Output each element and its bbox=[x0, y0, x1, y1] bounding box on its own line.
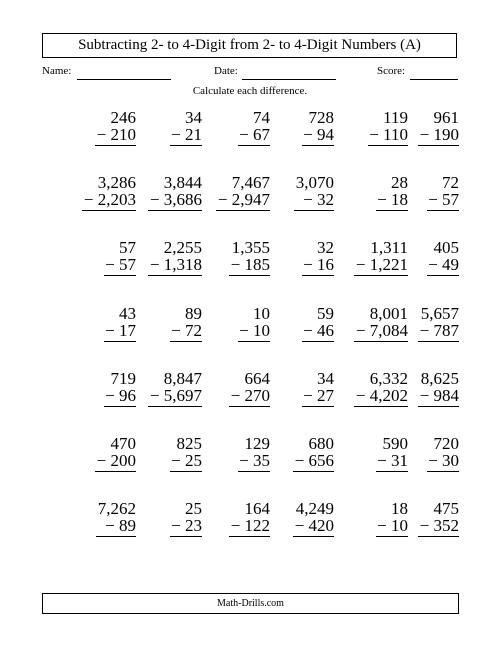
minuend: 3,844 bbox=[163, 173, 202, 192]
subtrahend: − 3,686 bbox=[149, 190, 202, 209]
subtrahend: − 2,947 bbox=[217, 190, 270, 209]
subtrahend: − 46 bbox=[303, 321, 334, 340]
answer-rule bbox=[170, 471, 202, 472]
minuend: 475 bbox=[433, 499, 459, 518]
subtrahend: − 185 bbox=[230, 255, 270, 274]
subtraction-problem bbox=[132, 370, 202, 430]
subtraction-problem bbox=[264, 435, 334, 495]
answer-rule bbox=[302, 145, 334, 146]
minuend: 1,355 bbox=[231, 238, 270, 257]
minuend: 719 bbox=[110, 369, 136, 388]
subtrahend: − 4,202 bbox=[355, 386, 408, 405]
subtrahend: − 72 bbox=[171, 321, 202, 340]
minuend: 5,657 bbox=[420, 304, 459, 323]
answer-rule bbox=[302, 341, 334, 342]
subtraction-problem bbox=[389, 435, 459, 495]
footer-text: Math-Drills.com bbox=[217, 598, 284, 609]
subtrahend: − 656 bbox=[294, 451, 334, 470]
minuend: 34 bbox=[317, 369, 334, 388]
subtrahend: − 67 bbox=[239, 125, 270, 144]
subtrahend: − 1,318 bbox=[149, 255, 202, 274]
minuend: 825 bbox=[176, 434, 202, 453]
minuend: 4,249 bbox=[295, 499, 334, 518]
subtrahend: − 18 bbox=[377, 190, 408, 209]
answer-rule bbox=[82, 210, 136, 211]
name-line[interactable] bbox=[77, 79, 171, 80]
subtraction-problem bbox=[132, 239, 202, 299]
subtraction-problem bbox=[264, 109, 334, 169]
answer-rule bbox=[293, 536, 334, 537]
subtrahend: − 27 bbox=[303, 386, 334, 405]
answer-rule bbox=[95, 471, 136, 472]
answer-rule bbox=[418, 406, 459, 407]
subtrahend: − 110 bbox=[369, 125, 408, 144]
subtraction-problem bbox=[132, 109, 202, 169]
score-field bbox=[377, 65, 405, 77]
subtrahend: − 35 bbox=[239, 451, 270, 470]
answer-rule bbox=[148, 275, 202, 276]
answer-rule bbox=[427, 275, 459, 276]
score-line[interactable] bbox=[410, 79, 458, 80]
problem-row bbox=[42, 500, 459, 560]
problem-row bbox=[42, 109, 459, 169]
subtraction-problem bbox=[389, 500, 459, 560]
subtrahend: − 31 bbox=[377, 451, 408, 470]
subtraction-problem bbox=[389, 174, 459, 234]
minuend: 680 bbox=[308, 434, 334, 453]
minuend: 8,625 bbox=[420, 369, 459, 388]
subtrahend: − 270 bbox=[230, 386, 270, 405]
problem-row bbox=[42, 370, 459, 430]
subtraction-problem bbox=[264, 370, 334, 430]
subtraction-problem bbox=[66, 435, 136, 495]
minuend: 2,255 bbox=[163, 238, 202, 257]
subtrahend: − 17 bbox=[105, 321, 136, 340]
answer-rule bbox=[418, 536, 459, 537]
score-label: Score: bbox=[377, 65, 406, 77]
minuend: 28 bbox=[391, 173, 408, 192]
subtrahend: − 16 bbox=[303, 255, 334, 274]
answer-rule bbox=[302, 275, 334, 276]
subtrahend: − 2,203 bbox=[83, 190, 136, 209]
answer-rule bbox=[427, 471, 459, 472]
subtraction-problem bbox=[66, 109, 136, 169]
subtrahend: − 190 bbox=[419, 125, 459, 144]
minuend: 7,262 bbox=[97, 499, 136, 518]
date-label: Date: bbox=[214, 65, 238, 77]
subtrahend: − 1,221 bbox=[355, 255, 408, 274]
minuend: 3,286 bbox=[97, 173, 136, 192]
subtrahend: − 89 bbox=[105, 516, 136, 535]
subtrahend: − 49 bbox=[428, 255, 459, 274]
name-field bbox=[42, 65, 71, 77]
subtrahend: − 210 bbox=[96, 125, 136, 144]
subtraction-problem bbox=[200, 109, 270, 169]
subtrahend: − 57 bbox=[105, 255, 136, 274]
subtraction-problem bbox=[132, 435, 202, 495]
minuend: 59 bbox=[317, 304, 334, 323]
minuend: 32 bbox=[317, 238, 334, 257]
minuend: 590 bbox=[382, 434, 408, 453]
subtrahend: − 5,697 bbox=[149, 386, 202, 405]
subtraction-problem bbox=[389, 305, 459, 365]
subtrahend: − 94 bbox=[303, 125, 334, 144]
worksheet-title-box bbox=[42, 33, 457, 58]
answer-rule bbox=[216, 210, 270, 211]
minuend: 1,311 bbox=[370, 238, 408, 257]
minuend: 246 bbox=[110, 108, 136, 127]
minuend: 74 bbox=[253, 108, 270, 127]
subtraction-problem bbox=[264, 239, 334, 299]
subtraction-problem bbox=[200, 305, 270, 365]
minuend: 8,001 bbox=[369, 304, 408, 323]
answer-rule bbox=[418, 341, 459, 342]
subtraction-problem bbox=[389, 239, 459, 299]
subtraction-problem bbox=[200, 435, 270, 495]
answer-rule bbox=[418, 145, 459, 146]
subtrahend: − 30 bbox=[428, 451, 459, 470]
subtrahend: − 10 bbox=[377, 516, 408, 535]
minuend: 57 bbox=[119, 238, 136, 257]
subtraction-problem bbox=[389, 370, 459, 430]
subtraction-problem bbox=[132, 500, 202, 560]
subtraction-problem bbox=[132, 174, 202, 234]
subtrahend: − 122 bbox=[230, 516, 270, 535]
problem-row bbox=[42, 435, 459, 495]
subtrahend: − 96 bbox=[105, 386, 136, 405]
subtraction-problem bbox=[66, 500, 136, 560]
subtraction-problem bbox=[200, 174, 270, 234]
subtrahend: − 7,084 bbox=[355, 321, 408, 340]
answer-rule bbox=[302, 406, 334, 407]
answer-rule bbox=[170, 536, 202, 537]
minuend: 720 bbox=[433, 434, 459, 453]
answer-rule bbox=[95, 145, 136, 146]
minuend: 25 bbox=[185, 499, 202, 518]
subtrahend: − 420 bbox=[294, 516, 334, 535]
instructions: Calculate each difference. bbox=[192, 85, 308, 97]
subtraction-problem bbox=[200, 239, 270, 299]
answer-rule bbox=[170, 145, 202, 146]
answer-rule bbox=[293, 471, 334, 472]
minuend: 6,332 bbox=[369, 369, 408, 388]
answer-rule bbox=[148, 406, 202, 407]
date-line[interactable] bbox=[242, 79, 336, 80]
date-field bbox=[214, 65, 238, 77]
subtrahend: − 57 bbox=[428, 190, 459, 209]
minuend: 7,467 bbox=[231, 173, 270, 192]
answer-rule bbox=[294, 210, 334, 211]
subtrahend: − 352 bbox=[419, 516, 459, 535]
subtraction-problem bbox=[66, 305, 136, 365]
subtraction-problem bbox=[264, 500, 334, 560]
subtrahend: − 787 bbox=[419, 321, 459, 340]
minuend: 8,847 bbox=[163, 369, 202, 388]
subtraction-problem bbox=[66, 370, 136, 430]
answer-rule bbox=[427, 210, 459, 211]
minuend: 164 bbox=[244, 499, 270, 518]
minuend: 89 bbox=[185, 304, 202, 323]
answer-rule bbox=[170, 341, 202, 342]
answer-rule bbox=[96, 536, 136, 537]
minuend: 961 bbox=[433, 108, 459, 127]
subtraction-problem bbox=[200, 500, 270, 560]
subtraction-problem bbox=[264, 174, 334, 234]
subtraction-problem bbox=[66, 174, 136, 234]
minuend: 43 bbox=[119, 304, 136, 323]
minuend: 664 bbox=[244, 369, 270, 388]
minuend: 470 bbox=[110, 434, 136, 453]
subtraction-problem bbox=[132, 305, 202, 365]
subtrahend: − 25 bbox=[171, 451, 202, 470]
subtraction-problem bbox=[66, 239, 136, 299]
minuend: 10 bbox=[253, 304, 270, 323]
name-label: Name: bbox=[42, 65, 72, 77]
subtraction-problem bbox=[389, 109, 459, 169]
subtrahend: − 10 bbox=[239, 321, 270, 340]
subtraction-problem bbox=[200, 370, 270, 430]
minuend: 728 bbox=[308, 108, 334, 127]
minuend: 405 bbox=[433, 238, 459, 257]
minuend: 3,070 bbox=[295, 173, 334, 192]
minuend: 72 bbox=[442, 173, 459, 192]
problem-row bbox=[42, 174, 459, 234]
answer-rule bbox=[148, 210, 202, 211]
worksheet-title: Subtracting 2- to 4-Digit from 2- to 4-Digit Numbers (A) bbox=[78, 37, 421, 53]
minuend: 34 bbox=[185, 108, 202, 127]
subtrahend: − 200 bbox=[96, 451, 136, 470]
problem-row bbox=[42, 305, 459, 365]
subtraction-problem bbox=[264, 305, 334, 365]
problem-row bbox=[42, 239, 459, 299]
subtrahend: − 23 bbox=[171, 516, 202, 535]
minuend: 18 bbox=[391, 499, 408, 518]
minuend: 129 bbox=[244, 434, 270, 453]
subtrahend: − 21 bbox=[171, 125, 202, 144]
subtrahend: − 32 bbox=[303, 190, 334, 209]
footer-box bbox=[42, 593, 459, 614]
minuend: 119 bbox=[383, 108, 408, 127]
subtrahend: − 984 bbox=[419, 386, 459, 405]
